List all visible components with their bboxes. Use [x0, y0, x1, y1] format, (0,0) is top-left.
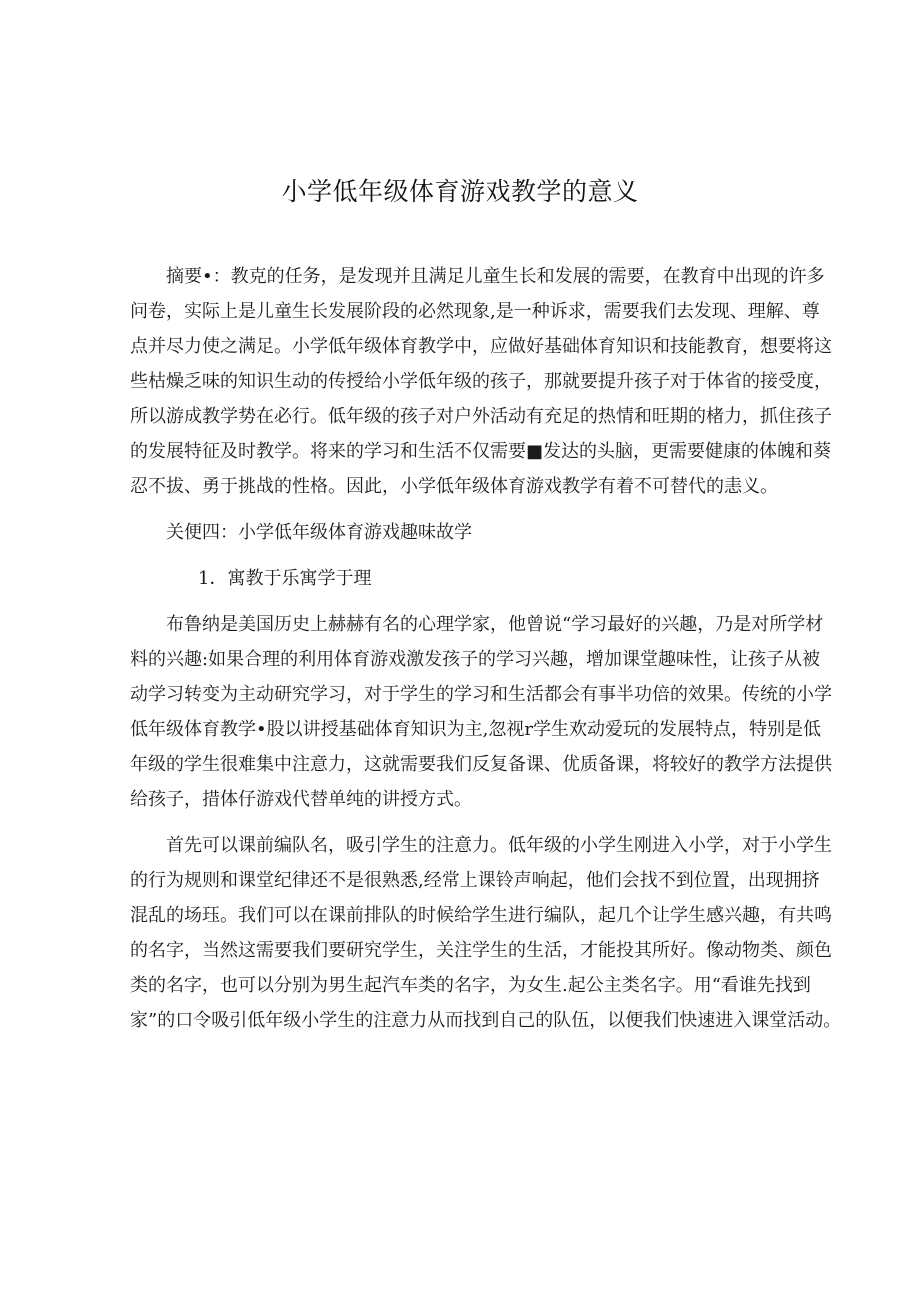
abstract-line: 的发展特征及时教学。将来的学习和生活不仅需要■发达的头脑，更需要健康的体魄和葵 [130, 441, 832, 462]
abstract-line: 些枯燥乏味的知识生动的传授给小学低年级的孩子，那就要提升孩子对于体省的接受度， [130, 371, 832, 392]
abstract-line: 问卷，实际上是儿童生长发展阶段的必然现象,是一种诉求，需要我们去发现、理解、尊 [130, 301, 820, 322]
paragraph-line: 的名字，当然这需要我们要研究学生，关注学生的生活，才能投其所好。像动物类、颜色 [130, 940, 832, 961]
paragraph-line: 家”的口令吸引低年级小学生的注意力从而找到自己的队伍，以便我们快速进入课堂活动。 [130, 1010, 842, 1031]
paragraph-line: 布鲁纳是美国历史上赫赫有名的心理学家，他曾说“学习最好的兴趣，乃是对所学材 [166, 614, 824, 635]
section-heading: 1．寓教于乐寓学于理 [198, 568, 372, 589]
paragraph-line: 的行为规则和课堂纪律还不是很熟悉,经常上课铃声响起，他们会找不到位置，出现拥挤 [130, 870, 820, 891]
document-title: 小学低年级体育游戏教学的意义 [281, 177, 639, 206]
paragraph-line: 动学习转变为主动研究学习，对于学生的学习和生活都会有事半功倍的效果。传统的小学 [130, 684, 832, 705]
abstract-line: 点并尽力使之满足。小学低年级体育教学中，应做好基础体育知识和技能教育，想要将这 [130, 336, 832, 357]
paragraph-line: 混乱的场珏。我们可以在课前排队的时候给学生进行编队，起几个让学生感兴趣，有共鸣 [130, 905, 832, 926]
keywords-line: 关便四：小学低年级体育游戏趣味故学 [166, 522, 472, 543]
paragraph-line: 给孩子，措体仔游戏代替单纯的讲授方式。 [130, 789, 472, 810]
abstract-line: 忍不拔、勇于挑战的性格。因此，小学低年级体育游戏教学有着不可替代的恚义。 [130, 476, 778, 497]
abstract-line: 所以游成教学势在必行。低年级的孩子对户外活动有充足的热情和旺期的楮力，抓住孩子 [130, 406, 832, 427]
paragraph-line: 低年级体育教学•股以讲授基础体育知识为主,忽视r学生欢动爱玩的发展特点，特别是低 [130, 719, 821, 740]
paragraph-line: 年级的学生很难集中注意力，这就需要我们反复备课、优质备课，将较好的教学方法提供 [130, 754, 832, 775]
paragraph-line: 料的兴趣:如果合理的利用体育游戏激发孩子的学习兴趣，增加课堂趣味性，让孩子从被 [130, 649, 821, 670]
paragraph-line: 类的名字，也可以分别为男生起汽车类的名字，为女生.起公主类名字。用“看谁先找到 [130, 975, 811, 996]
paragraph-line: 首先可以课前编队名，吸引学生的注意力。低年级的小学生刚进入小学，对于小学生 [166, 835, 832, 856]
abstract-line: 摘要•：教克的任务，是发现并且满足儿童生长和发展的需要，在教育中出现的许多 [166, 266, 825, 287]
